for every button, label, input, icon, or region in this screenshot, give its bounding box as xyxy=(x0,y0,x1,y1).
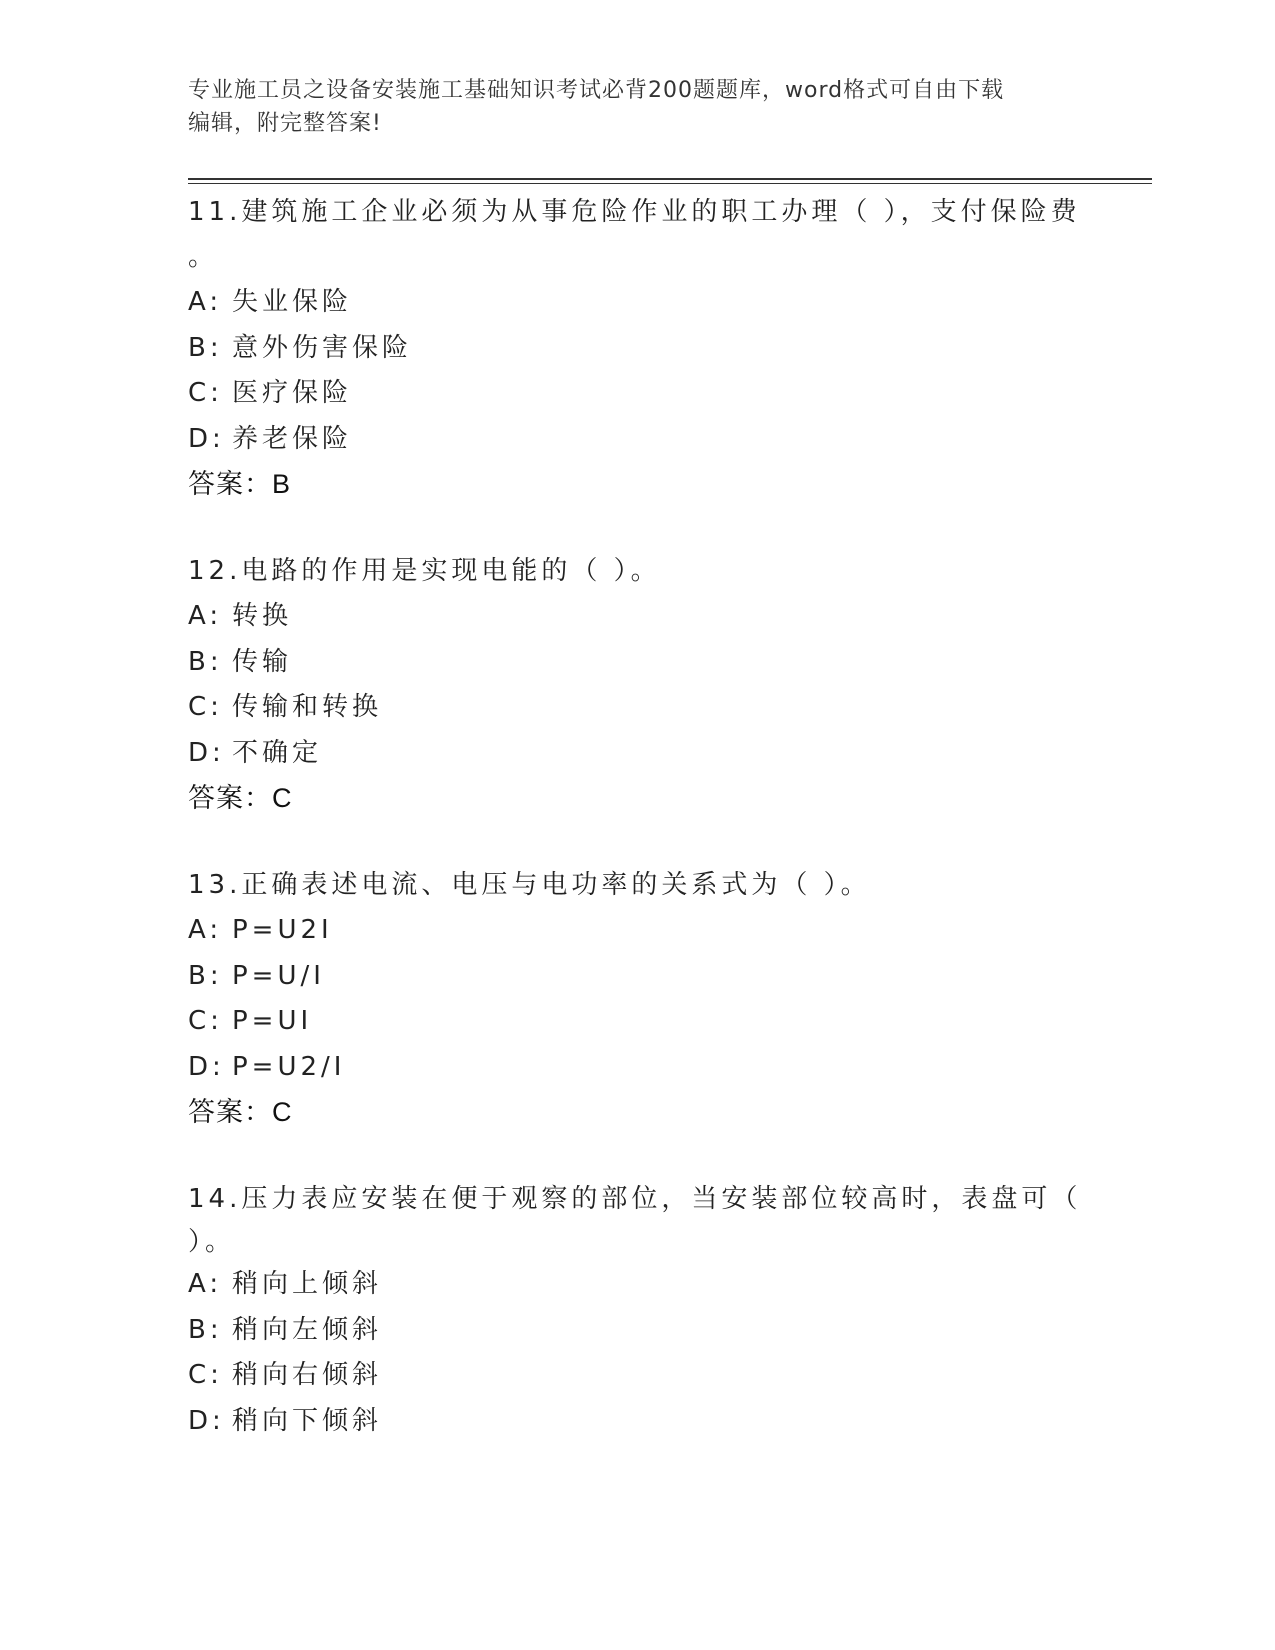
option-text: P=U2/I xyxy=(232,1051,346,1082)
header-line-2: 编辑，附完整答案! xyxy=(188,111,382,136)
option-letter: B: xyxy=(188,646,223,677)
question-spacer xyxy=(188,507,1088,549)
option-text: 意外伤害保险 xyxy=(232,332,413,363)
question-stem: 11.建筑施工企业必须为从事危险作业的职工办理（ ），支付保险费 xyxy=(188,197,1081,227)
option-letter: A: xyxy=(188,1269,223,1299)
option-b xyxy=(188,640,1088,686)
option-letter: B: xyxy=(188,960,223,991)
option-text: 养老保险 xyxy=(232,423,353,454)
question-stem-continued: 。 xyxy=(188,242,219,272)
option-text: P=U2I xyxy=(232,915,333,945)
option-letter: B: xyxy=(188,332,223,363)
option-letter: A: xyxy=(188,915,223,945)
option-b xyxy=(188,954,1088,1000)
option-text: 转换 xyxy=(232,601,293,631)
option-text: 稍向上倾斜 xyxy=(232,1269,383,1299)
option-text: P=UI xyxy=(232,1006,313,1036)
header-line-1: 专业施工员之设备安装施工基础知识考试必背200题题库，word格式可自由下载 xyxy=(188,78,1005,103)
header-divider-thin xyxy=(188,183,1152,184)
option-c xyxy=(188,685,1088,731)
option-text: 医疗保险 xyxy=(232,378,353,408)
option-b xyxy=(188,1308,1088,1354)
answer-line: 答案：C xyxy=(188,783,293,813)
answer-line: 答案：B xyxy=(188,469,292,499)
option-letter: C: xyxy=(188,1360,223,1390)
option-text: 失业保险 xyxy=(232,287,353,317)
option-d xyxy=(188,417,1088,463)
header-divider xyxy=(188,178,1152,180)
question-stem: 12.电路的作用是实现电能的（ ）。 xyxy=(188,556,661,586)
option-letter: A: xyxy=(188,601,223,631)
option-d xyxy=(188,731,1088,777)
option-letter: C: xyxy=(188,1006,223,1036)
option-text: 稍向左倾斜 xyxy=(232,1314,383,1345)
option-a xyxy=(188,1262,1088,1308)
option-text: 稍向下倾斜 xyxy=(232,1405,383,1436)
question-14 xyxy=(188,1177,1088,1444)
option-letter: A: xyxy=(188,287,223,317)
option-text: P=U/I xyxy=(232,960,325,991)
option-c xyxy=(188,371,1088,417)
option-text: 传输 xyxy=(232,646,293,677)
option-a xyxy=(188,908,1088,954)
question-12 xyxy=(188,549,1088,821)
option-a xyxy=(188,594,1088,640)
question-spacer xyxy=(188,821,1088,863)
option-b xyxy=(188,326,1088,372)
option-c xyxy=(188,1353,1088,1399)
option-text: 不确定 xyxy=(232,737,323,768)
option-letter: C: xyxy=(188,692,223,722)
option-letter: D: xyxy=(188,1051,225,1082)
question-spacer xyxy=(188,1135,1088,1177)
option-text: 稍向右倾斜 xyxy=(232,1360,383,1390)
option-c xyxy=(188,999,1088,1045)
question-list xyxy=(188,190,1088,1444)
option-d xyxy=(188,1045,1088,1091)
question-13 xyxy=(188,863,1088,1135)
option-letter: D: xyxy=(188,423,225,454)
option-letter: D: xyxy=(188,737,225,768)
question-stem: 13.正确表述电流、电压与电功率的关系式为（ ）。 xyxy=(188,870,871,900)
answer-line: 答案：C xyxy=(188,1097,293,1127)
option-letter: D: xyxy=(188,1405,225,1436)
document-header xyxy=(188,74,1088,140)
question-stem-continued: ）。 xyxy=(188,1227,236,1257)
question-stem: 14.压力表应安装在便于观察的部位，当安装部位较高时，表盘可（ xyxy=(188,1184,1082,1214)
option-a xyxy=(188,280,1088,326)
option-letter: C: xyxy=(188,378,223,408)
question-11 xyxy=(188,190,1088,507)
option-d xyxy=(188,1399,1088,1445)
option-letter: B: xyxy=(188,1314,223,1345)
option-text: 传输和转换 xyxy=(232,692,383,722)
